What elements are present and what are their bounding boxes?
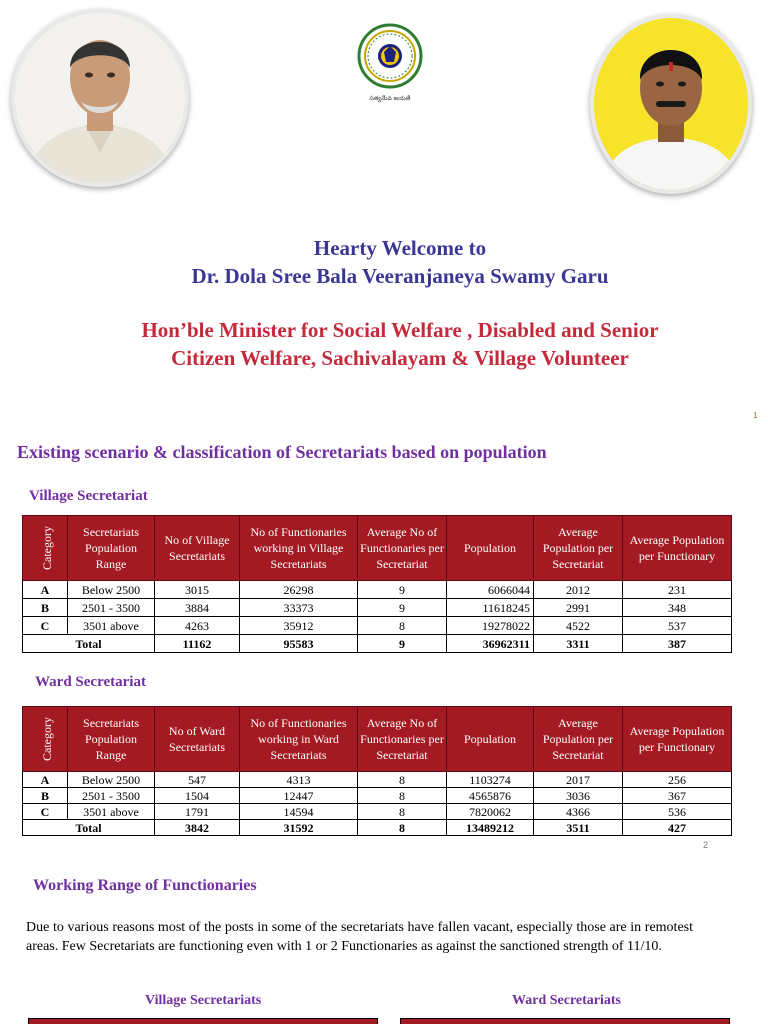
column-header: Category	[23, 707, 68, 772]
table-cell: B	[23, 599, 68, 617]
table-cell: 12447	[240, 788, 358, 804]
table-cell: 11162	[155, 635, 240, 653]
existing-scenario-title: Existing scenario & classification of Secretariats based on population	[17, 442, 547, 462]
portrait-right-photo	[594, 18, 748, 190]
table-row	[23, 617, 732, 635]
column-header: Average No of Functionaries per Secretariat	[358, 707, 447, 772]
ward-secretariats-title: Ward Secretariats	[512, 993, 621, 1008]
table-cell: 6066044	[447, 581, 534, 599]
table-cell: 4366	[534, 804, 623, 820]
village-secretariats-title: Village Secretariats	[145, 993, 262, 1008]
table-cell: 8	[358, 617, 447, 635]
table-cell: 231	[623, 581, 732, 599]
table-cell: 1504	[155, 788, 240, 804]
table-cell: 11618245	[447, 599, 534, 617]
ward-table-header-strip	[400, 1018, 730, 1024]
table-cell: 26298	[240, 581, 358, 599]
table-cell: 3511	[534, 820, 623, 836]
table-cell: 35912	[240, 617, 358, 635]
table-cell: A	[23, 581, 68, 599]
table-cell: 1103274	[447, 772, 534, 788]
table-cell: 3501 above	[68, 804, 155, 820]
table-header-row	[23, 707, 732, 772]
table-cell: 536	[623, 804, 732, 820]
column-header: Secretariats Population Range	[68, 707, 155, 772]
village-table-header-strip	[28, 1018, 378, 1024]
page-number-1: 1	[753, 411, 758, 420]
village-secretariat-title: Village Secretariat	[29, 488, 148, 504]
table-cell: 7820062	[447, 804, 534, 820]
column-header: No of Functionaries working in Ward Secretariats	[240, 707, 358, 772]
column-header: Population	[447, 516, 534, 581]
table-cell: Total	[23, 820, 155, 836]
table-cell: B	[23, 788, 68, 804]
table-cell: 2501 - 3500	[68, 788, 155, 804]
emblem-motto: సత్యమేవ జయతే	[369, 95, 411, 102]
column-header: Category	[23, 516, 68, 581]
minister-heading	[0, 316, 768, 372]
column-header: No of Functionaries working in Village Secretariats	[240, 516, 358, 581]
table-cell: 4263	[155, 617, 240, 635]
table-total-row	[23, 635, 732, 653]
welcome-line-2: Dr. Dola Sree Bala Veeranjaneya Swamy Garu	[191, 264, 609, 288]
table-cell: Below 2500	[68, 581, 155, 599]
table-cell: 547	[155, 772, 240, 788]
table-cell: 3884	[155, 599, 240, 617]
table-cell: 367	[623, 788, 732, 804]
table-cell: 387	[623, 635, 732, 653]
welcome-line-1: Hearty Welcome to	[313, 236, 487, 260]
table-cell: 95583	[240, 635, 358, 653]
ward-secretariat-title: Ward Secretariat	[35, 674, 146, 690]
table-cell: 3842	[155, 820, 240, 836]
table-cell: 8	[358, 772, 447, 788]
table-cell: 8	[358, 820, 447, 836]
column-header: No of Village Secretariats	[155, 516, 240, 581]
village-secretariat-table	[22, 515, 732, 653]
ward-secretariat-table	[22, 706, 732, 836]
column-header: Average Population per Secretariat	[534, 707, 623, 772]
table-cell: 9	[358, 599, 447, 617]
portrait-left-photo	[15, 13, 185, 183]
table-cell: C	[23, 617, 68, 635]
table-cell: 9	[358, 581, 447, 599]
table-cell: 2012	[534, 581, 623, 599]
state-emblem-icon	[354, 22, 426, 102]
table-cell: 256	[623, 772, 732, 788]
table-cell: 348	[623, 599, 732, 617]
table-cell: 9	[358, 635, 447, 653]
table-cell: 8	[358, 788, 447, 804]
table-cell: 2017	[534, 772, 623, 788]
table-cell: 4313	[240, 772, 358, 788]
table-cell: 427	[623, 820, 732, 836]
minister-line-1: Hon’ble Minister for Social Welfare , Disabled and Senior	[141, 318, 659, 342]
body-paragraph: Due to various reasons most of the posts in some of the secretariats have fallen vacant, especially those are in remotest areas. Few Secretariats are functioning even with 1 or 2 Functionaries as against the sanctioned strength of 11/10.	[26, 920, 693, 954]
table-cell: 3015	[155, 581, 240, 599]
column-header: Average No of Functionaries per Secretariat	[358, 516, 447, 581]
table-cell: 537	[623, 617, 732, 635]
table-row	[23, 581, 732, 599]
table-cell: 31592	[240, 820, 358, 836]
table-cell: 14594	[240, 804, 358, 820]
column-header: Average Population per Secretariat	[534, 516, 623, 581]
table-cell: 2991	[534, 599, 623, 617]
table-header-row	[23, 516, 732, 581]
table-cell: Total	[23, 635, 155, 653]
welcome-heading	[0, 234, 768, 290]
page-number-2: 2	[703, 840, 709, 850]
table-cell: 3501 above	[68, 617, 155, 635]
table-cell: Below 2500	[68, 772, 155, 788]
table-row	[23, 772, 732, 788]
table-cell: 1791	[155, 804, 240, 820]
table-cell: 13489212	[447, 820, 534, 836]
table-cell: 33373	[240, 599, 358, 617]
table-cell: 3036	[534, 788, 623, 804]
minister-line-2: Citizen Welfare, Sachivalayam & Village Volunteer	[171, 346, 629, 370]
table-cell: 8	[358, 804, 447, 820]
table-row	[23, 788, 732, 804]
table-cell: 19278022	[447, 617, 534, 635]
working-range-title: Working Range of Functionaries	[33, 877, 257, 894]
table-cell: 3311	[534, 635, 623, 653]
column-header: Secretariats Population Range	[68, 516, 155, 581]
table-cell: 4565876	[447, 788, 534, 804]
column-header: No of Ward Secretariats	[155, 707, 240, 772]
table-cell: 4522	[534, 617, 623, 635]
table-cell: C	[23, 804, 68, 820]
column-header: Average Population per Functionary	[623, 707, 732, 772]
column-header: Population	[447, 707, 534, 772]
column-header: Average Population per Functionary	[623, 516, 732, 581]
table-cell: 36962311	[447, 635, 534, 653]
table-total-row	[23, 820, 732, 836]
table-cell: A	[23, 772, 68, 788]
table-row	[23, 804, 732, 820]
table-row	[23, 599, 732, 617]
table-cell: 2501 - 3500	[68, 599, 155, 617]
